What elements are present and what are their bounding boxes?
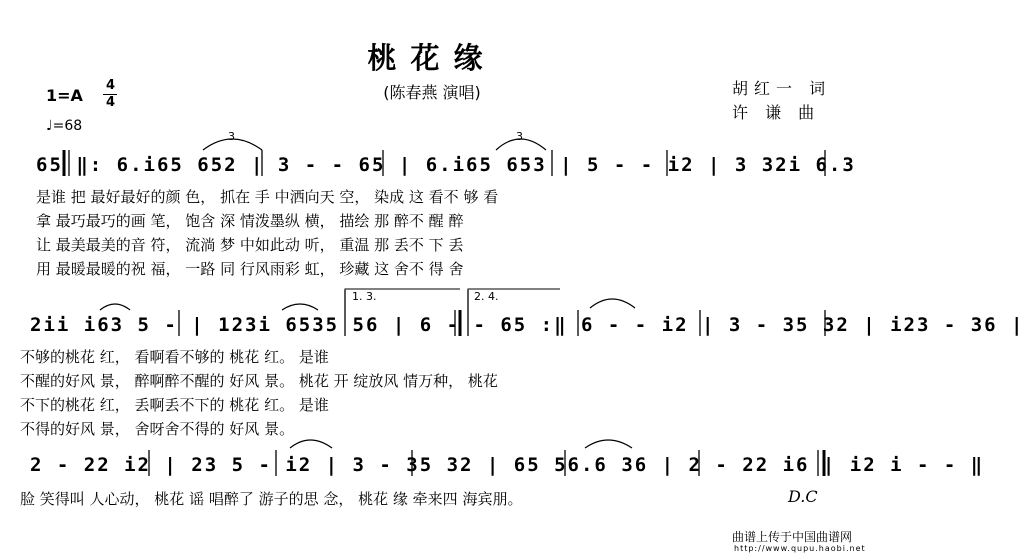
tempo-marking: ♩=68 [46, 118, 83, 134]
watermark-text: 曲谱上传于中国曲谱网 [732, 530, 853, 544]
system1-lyrics-verse3: 让 最美最美的音 符， 流淌 梦 中如此动 听， 重温 那 丢不 下 丢 [36, 236, 464, 254]
composer-credit: 许 谦 曲 [732, 103, 821, 122]
triplet-3-b: 3 [516, 130, 523, 143]
second-ending-label: 2. 4. [474, 290, 499, 303]
system3-slurs [290, 440, 632, 448]
system2-lyrics-verse4: 不得的好风 景， 舍呀舍不得的 好风 景。 [20, 420, 295, 438]
system1-lyrics-verse2: 拿 最巧最巧的画 笔， 饱含 深 情泼墨纵 横， 描绘 那 醉不 醒 醉 [36, 212, 464, 230]
system1-slurs [203, 139, 546, 150]
da-capo-marking: D.C [788, 487, 818, 506]
system1-lyrics-verse4: 用 最暖最暖的祝 福， 一路 同 行风雨彩 虹， 珍藏 这 舍不 得 舍 [36, 260, 464, 278]
volta-brackets [345, 289, 560, 296]
system1-notes: 65 ‖: 6.i65 652 | 3 - - 65 | 6.i65 653 | 5 - - i2 | 3 32i 6.3 [36, 154, 856, 176]
system3-lyrics: 脸 笑得叫 人心动， 桃花 谣 唱醉了 游子的思 念， 桃花 缘 牵来四 海宾朋。 [20, 490, 523, 508]
lyricist-credit: 胡红一 词 [732, 79, 832, 98]
time-signature-bottom: 4 [106, 95, 116, 110]
watermark-url: http://www.qupu.haobi.net [734, 544, 866, 553]
triplet-3-a: 3 [228, 130, 235, 143]
system2-lyrics-verse1: 不够的桃花 红， 看啊看不够的 桃花 红。 是谁 [20, 348, 329, 366]
song-title: 桃花缘 [367, 41, 497, 75]
system3-notes: 2 - 22 i2 | 23 5 - i2 | 3 - 35 32 | 65 56.6 36 | 2 - 22 i6 | i2 i - - ‖ [30, 454, 985, 476]
first-ending-label: 1. 3. [352, 290, 377, 303]
system2-notes: 2ii i63 5 - | 123i 6535 56 | 6 - - 65 :‖ 6 - - i2 | 3 - 35 32 | i23 - 36 | [30, 314, 1024, 336]
system2-lyrics-verse2: 不醒的好风 景， 醉啊醉不醒的 好风 景。 桃花 开 绽放风 情万种， 桃花 [20, 372, 498, 390]
system1-lyrics-verse1: 是谁 把 最好最好的颜 色， 抓在 手 中洒向天 空， 染成 这 看不 够 看 [36, 188, 499, 206]
key-signature: 1=A [46, 86, 83, 105]
time-signature-top: 4 [106, 78, 116, 93]
performer-subtitle: (陈春燕 演唱) [383, 83, 481, 102]
system2-lyrics-verse3: 不下的桃花 红， 丢啊丢不下的 桃花 红。 是谁 [20, 396, 329, 414]
